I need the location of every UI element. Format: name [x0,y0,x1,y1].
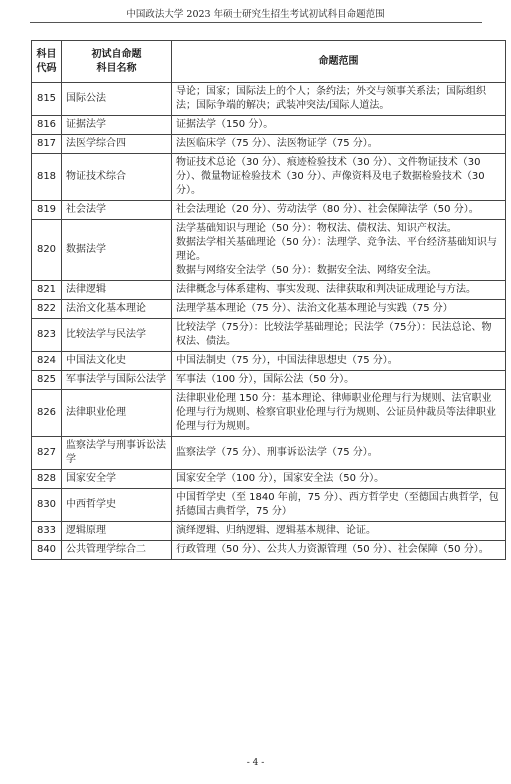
scope-text: 物证技术总论（30 分）、痕迹检验技术（30 分）、文件物证技术（30 分）、微量物证检验技术（30 分）、声像资料及电子数据检验技术（30 分）。 [176,157,485,196]
subject-scope [172,319,506,352]
header-name-line2: 科目名称 [96,62,137,74]
scope-text: 军事法（100 分），国际公法（50 分）。 [176,374,355,385]
subject-code: 822 [32,300,62,319]
subject-scope [172,437,506,470]
subject-scope [172,470,506,489]
subject-code: 824 [32,352,62,371]
subject-name: 中西哲学史 [62,489,172,522]
scope-text: 监察法学（75 分）、刑事诉讼法学（75 分）。 [176,447,378,458]
subject-name: 比较法学与民法学 [62,319,172,352]
subject-scope [172,201,506,220]
scope-text: 法学基础知识与理论（50 分）：物权法、债权法、知识产权法。 [176,223,457,234]
table-row [32,489,506,522]
table-row [32,352,506,371]
subject-code: 820 [32,220,62,281]
subject-code: 817 [32,135,62,154]
header-rule [30,22,482,23]
scope-text: 中国法制史（75 分），中国法律思想史（75 分）。 [176,355,398,366]
scope-text: 法医临床学（75 分）、法医物证学（75 分）。 [176,138,378,149]
subject-name: 军事法学与国际公法学 [62,371,172,390]
subject-name: 法医学综合四 [62,135,172,154]
table-row [32,220,506,281]
table-row [32,83,506,116]
table-row [32,300,506,319]
scope-text: 法律职业伦理 150 分：基本理论、律师职业伦理与行为规则、法官职业伦理与行为规则、检察官职业伦理与行为规则、公证员仲裁员等法律职业伦理与行为规则。 [176,393,496,432]
subject-code: 823 [32,319,62,352]
subject-name: 法治文化基本理论 [62,300,172,319]
subject-code: 827 [32,437,62,470]
subject-code: 830 [32,489,62,522]
subject-scope [172,541,506,560]
scope-text: 中国哲学史（至 1840 年前，75 分）、西方哲学史（至德国古典哲学，包括德国古典哲学，75 分） [176,492,499,517]
scope-text: 演绎逻辑、归纳逻辑、逻辑基本规律、论证。 [176,525,376,536]
table-row [32,319,506,352]
subject-scope [172,371,506,390]
subject-code: 821 [32,281,62,300]
subject-name: 逻辑原理 [62,522,172,541]
subject-name: 数据法学 [62,220,172,281]
table-row [32,116,506,135]
subject-name: 物证技术综合 [62,154,172,201]
table-row [32,390,506,437]
table-header-row [32,41,506,83]
subject-code: 819 [32,201,62,220]
subject-scope [172,352,506,371]
table-row [32,541,506,560]
header-name-line1: 初试自命题 [91,48,142,60]
subject-scope [172,154,506,201]
table-row [32,522,506,541]
subject-name: 中国法文化史 [62,352,172,371]
scope-text: 社会法理论（20 分）、劳动法学（80 分）、社会保障法学（50 分）。 [176,204,479,215]
subject-scope [172,300,506,319]
subject-code: 826 [32,390,62,437]
table-row [32,201,506,220]
subject-code: 840 [32,541,62,560]
exam-scope-table [31,40,506,560]
subject-scope [172,390,506,437]
table-row [32,135,506,154]
scope-text: 数据法学相关基础理论（50 分）：法理学、竞争法、平台经济基础知识与理论。 [176,237,497,262]
subject-name: 监察法学与刑事诉讼法学 [62,437,172,470]
header-code-line1: 科目 [36,48,57,60]
scope-text: 国家安全学（100 分），国家安全法（50 分）。 [176,473,385,484]
subject-name: 社会法学 [62,201,172,220]
scope-text: 法理学基本理论（75 分）、法治文化基本理论与实践（75 分） [176,303,453,314]
subject-code: 815 [32,83,62,116]
subject-code: 825 [32,371,62,390]
subject-scope [172,220,506,281]
subject-scope [172,116,506,135]
subject-scope [172,281,506,300]
table-row [32,371,506,390]
subject-scope [172,489,506,522]
scope-text: 导论；国家；国际法上的个人；条约法；外交与领事关系法；国际组织法；国际争端的解决；武装冲突法/国际人道法。 [176,86,486,111]
table-row [32,470,506,489]
header-code [32,41,62,83]
scope-text: 行政管理（50 分）、公共人力资源管理（50 分）、社会保障（50 分）。 [176,544,489,555]
page-number: - 4 - [246,758,265,768]
page-header: 中国政法大学 2023 年硕士研究生招生考试初试科目命题范围 [126,9,385,20]
scope-text: 数据与网络安全法学（50 分）：数据安全法、网络安全法。 [176,265,437,276]
scope-text: 法律概念与体系建构、事实发现、法律获取和判决证成理论与方法。 [176,284,476,295]
subject-name: 法律职业伦理 [62,390,172,437]
subject-code: 818 [32,154,62,201]
scope-text: 比较法学（75分）：比较法学基础理论；民法学（75分）：民法总论、物权法、债法。 [176,322,492,347]
subject-name: 国家安全学 [62,470,172,489]
subject-scope [172,522,506,541]
subject-name: 公共管理学综合二 [62,541,172,560]
table-row [32,437,506,470]
header-code-line2: 代码 [36,62,57,74]
table-row [32,281,506,300]
subject-code: 828 [32,470,62,489]
header-scope: 命题范围 [172,41,506,83]
table-row [32,154,506,201]
subject-code: 833 [32,522,62,541]
subject-name: 法律逻辑 [62,281,172,300]
subject-name: 证据法学 [62,116,172,135]
scope-text: 证据法学（150 分）。 [176,119,274,130]
subject-scope [172,135,506,154]
subject-code: 816 [32,116,62,135]
subject-scope [172,83,506,116]
header-name [62,41,172,83]
subject-name: 国际公法 [62,83,172,116]
